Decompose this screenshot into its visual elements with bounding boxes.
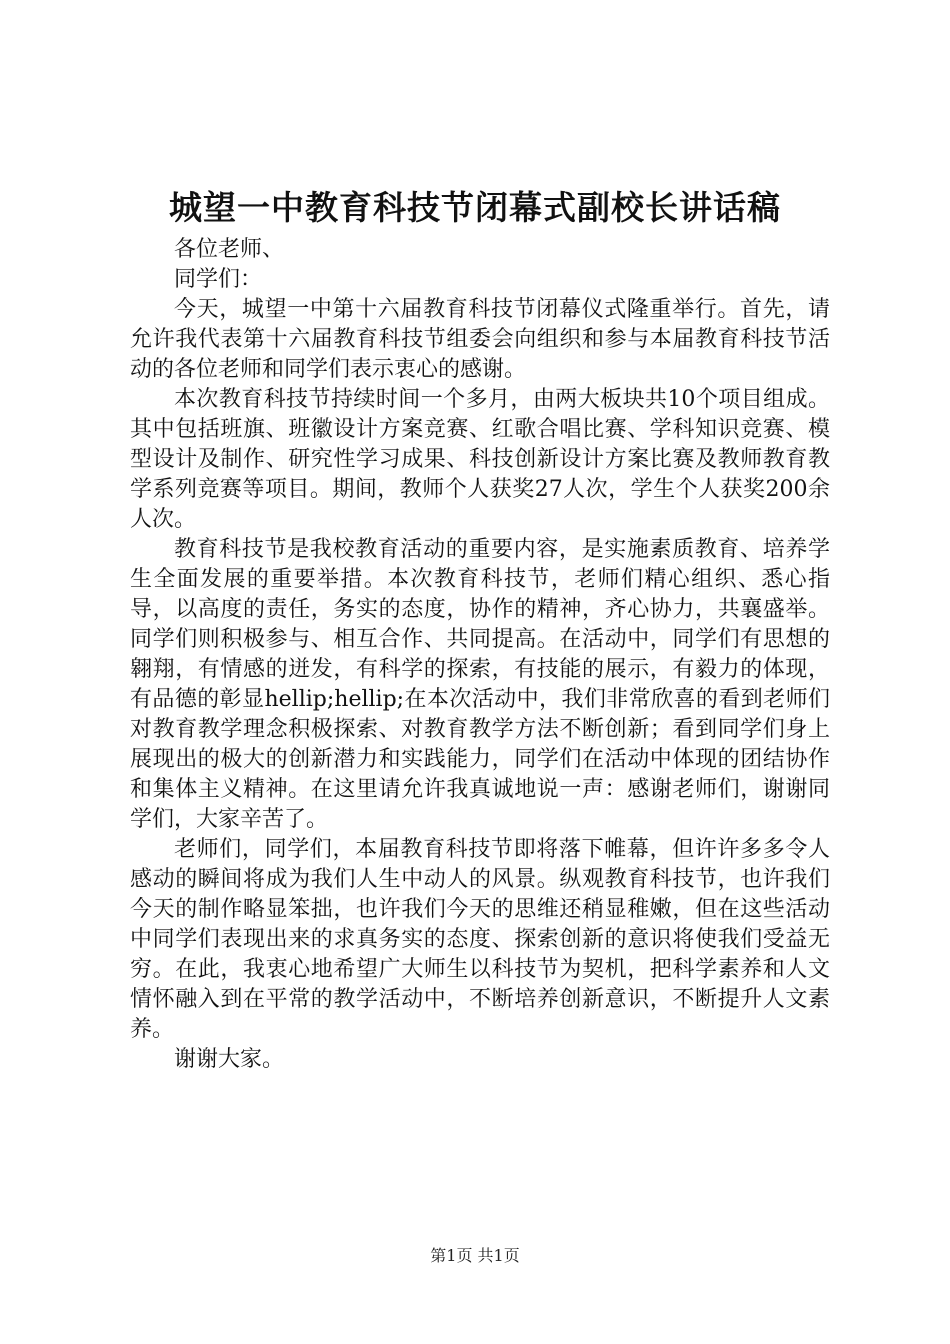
body-paragraph: 教育科技节是我校教育活动的重要内容，是实施素质教育、培养学生全面发展的重要举措。本次教育科技节，老师们精心组织、悉心指导，以高度的责任，务实的态度，协作的精神，齐心协力，共襄盛举。同学们则积极参与、相互合作、共同提高。在活动中，同学们有思想的翱翔，有情感的迸发，有科学的探索，有技能的展示，有毅力的体现，有品德的彰显hellip;hellip;在本次活动中，我们非常欣喜的看到老师们对教育教学理念积极探索、对教育教学方法不断创新；看到同学们身上展现出的极大的创新潜力和实践能力，同学们在活动中体现的团结协作和集体主义精神。在这里请允许我真诚地说一声：感谢老师们，谢谢同学们，大家辛苦了。 [130, 537, 830, 832]
salutation-line: 各位老师、 [174, 237, 285, 262]
body-paragraph: 老师们，同学们，本届教育科技节即将落下帷幕，但许许多多令人感动的瞬间将成为我们人生中动人的风景。纵观教育科技节，也许我们今天的制作略显笨拙，也许我们今天的思维还稍显稚嫩，但在这些活动中同学们表现出来的求真务实的态度、探索创新的意识将使我们受益无穷。在此，我衷心地希望广大师生以科技节为契机，把科学素养和人文情怀融入到在平常的教学活动中，不断培养创新意识，不断提升人文素养。 [130, 837, 830, 1042]
document-title: 城望一中教育科技节闭幕式副校长讲话稿 [169, 188, 781, 227]
salutation-line: 同学们： [174, 267, 263, 292]
document-body [130, 235, 830, 1075]
page-number-footer: 第1页 共1页 [430, 1246, 520, 1265]
body-paragraph: 今天，城望一中第十六届教育科技节闭幕仪式隆重举行。首先，请允许我代表第十六届教育科技节组委会向组织和参与本届教育科技节活动的各位老师和同学们表示衷心的感谢。 [130, 297, 830, 382]
closing-line: 谢谢大家。 [174, 1047, 285, 1072]
body-paragraph: 本次教育科技节持续时间一个多月，由两大板块共10个项目组成。其中包括班旗、班徽设计方案竞赛、红歌合唱比赛、学科知识竞赛、模型设计及制作、研究性学习成果、科技创新设计方案比赛及教师教育教学系列竞赛等项目。期间，教师个人获奖27人次，学生个人获奖200余人次。 [130, 387, 830, 532]
